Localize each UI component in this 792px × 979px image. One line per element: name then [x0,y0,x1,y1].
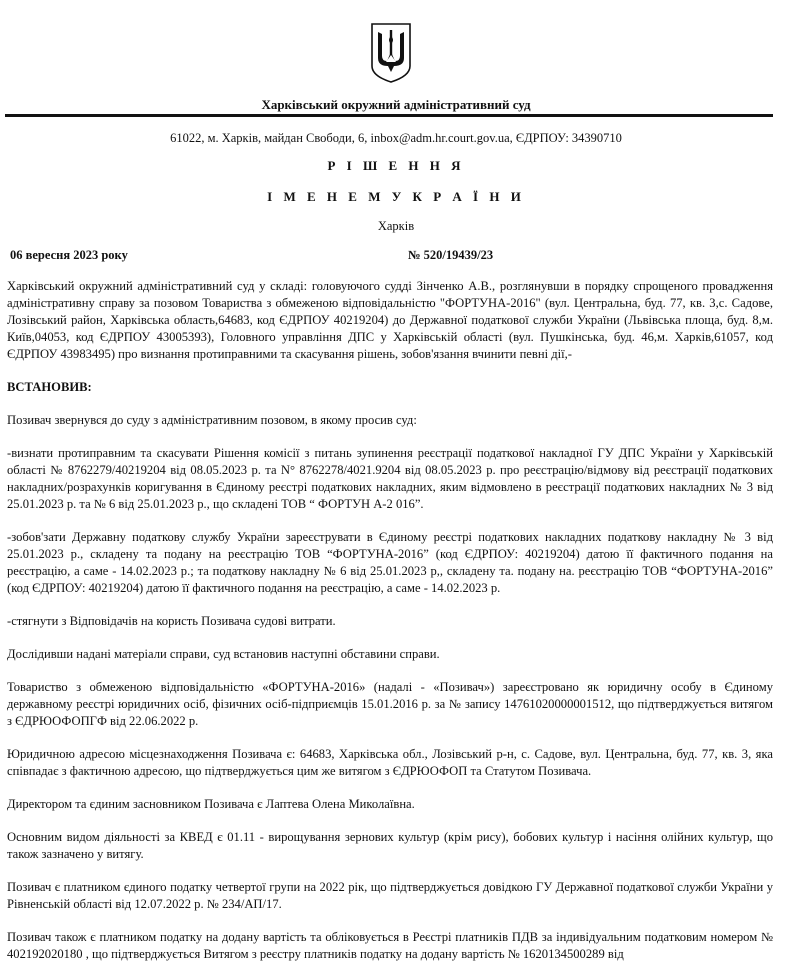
decision-body [7,278,773,979]
paragraph: Позивач звернувся до суду з адміністративним позовом, в якому просив суд: [7,413,417,427]
paragraph: Основним видом діяльності за КВЕД є 01.11 - вирощування зернових культур (крім рису), бобових культур і насіння олійних культур, що також зазначено у витягу. [7,830,773,861]
paragraph: -стягнути з Відповідачів на користь Позивача судові витрати. [7,614,336,628]
trident-coat-of-arms-icon [370,22,412,84]
section-heading: ВСТАНОВИВ: [7,380,92,394]
document-title: Р І Ш Е Н Н Я [327,158,465,173]
paragraph: Дослідивши надані матеріали справи, суд встановив наступні обставини справи. [7,647,440,661]
paragraph-intro: Харківський окружний адміністративний суд у складі: головуючого судді Зінченко А.В., розглянувши в порядку спрощеного провадження адміністративну справу за позовом Товариства з обмеженою відповідальністю "ФОРТУНА-2016" (вул. Центральна, буд. 77, кв. 3,с. Садове, Лозівський район, Харківська область,64683, код ЄДРПОУ 40219204) до Державної податкової служби України (Львівська площа, буд. 8,м. Київ,04053, код ЄДРПОУ 43005393), Головного управління ДПС у Харківській області (вул. Пушкінська, буд. 46,м. Харків,61057, код ЄДРПОУ 43983495) про визнання протиправними та скасування рішень, зобов'язання вчинити певні дії,- [7,279,773,361]
paragraph: Директором та єдиним засновником Позивача є Лаптева Олена Миколаївна. [7,797,415,811]
paragraph: -визнати протиправним та скасувати Рішення комісії з питань зупинення реєстрації податкової накладної ГУ ДПС України у Харківській області № 8762279/40219204 від 08.05.2023 р. та N° 8762278/4021.9204 від 08.05.2023 р. про реєстрацію/відмову від реєстрації податкових накладних/розрахунків коригування в Єдиному реєстрі податкових накладних, яким відмовлено в реєстрації податкових накладних № 3 від 25.01.2023 р. та № 6 від 25.01.2023 р., що складені ТОВ “ ФОРТУН А-2 016”. [7,446,773,511]
court-name: Харківський окружний адміністративний суд [261,97,531,112]
document-subtitle: І М Е Н Е М У К Р А Ї Н И [267,189,525,204]
case-number: № 520/19439/23 [408,248,494,262]
paragraph: Позивач є платником єдиного податку четвертої групи на 2022 рік, що підтверджується довідкою ГУ Державної податкової служби України у Рівненській області від 12.07.2022 р. № 234/АП/17. [7,880,773,911]
court-address: 61022, м. Харків, майдан Свободи, 6, inbox@adm.hr.court.gov.ua, ЄДРПОУ: 34390710 [170,131,622,145]
header-divider [5,114,773,117]
paragraph: Позивач також є платником податку на додану вартість та обліковується в Реєстрі платників ПДВ за індивідуальним податковим номером № 402192020180 , що підтверджується Витягом з реєстру платників податку на додану вартість № 1620134500289 від [7,930,773,961]
paragraph: -зобов'зати Державну податкову службу України зареєструвати в Єдиному реєстрі податкових накладних податкову накладну № 3 від 25.01.2023 р., складену та подану на реєстрацію ТОВ “ФОРТУНА-2016” (код ЄДРПОУ: 40219204) датою її фактичного подання на реєстрацію, а саме - 14.02.2023 р.; та податкову накладну № 6 від 25.01.2023 р,, складену та. подану на. реєстрацію ТОВ “ФОРТУНА-2016” (код ЄДРПОУ: 40219204) датою її фактичного подання на реєстрацію, а саме - 14.02.2023 р. [7,530,773,595]
decision-date: 06 вересня 2023 року [10,248,128,262]
paragraph: Юридичною адресою місцезнаходження Позивача є: 64683, Харківська обл., Лозівський р-н, с. Садове, вул. Центральна, буд. 77, кв. 3, яка співпадає з фактичною адресою, що підтверджується цим же витягом з ЄДРЮОФОП та Статутом Позивача. [7,747,773,778]
city: Харків [377,219,415,233]
paragraph: Товариство з обмеженою відповідальністю «ФОРТУНА-2016» (надалі - «Позивач») зареєстровано як юридичну особу в Єдиному державному реєстрі юридичних осіб, фізичних осіб-підприємців 15.01.2016 р. за № запису 14761020000001512, що підтверджується витягом з ЄДРЮОФОПГФ від 22.06.2022 р. [7,680,773,728]
